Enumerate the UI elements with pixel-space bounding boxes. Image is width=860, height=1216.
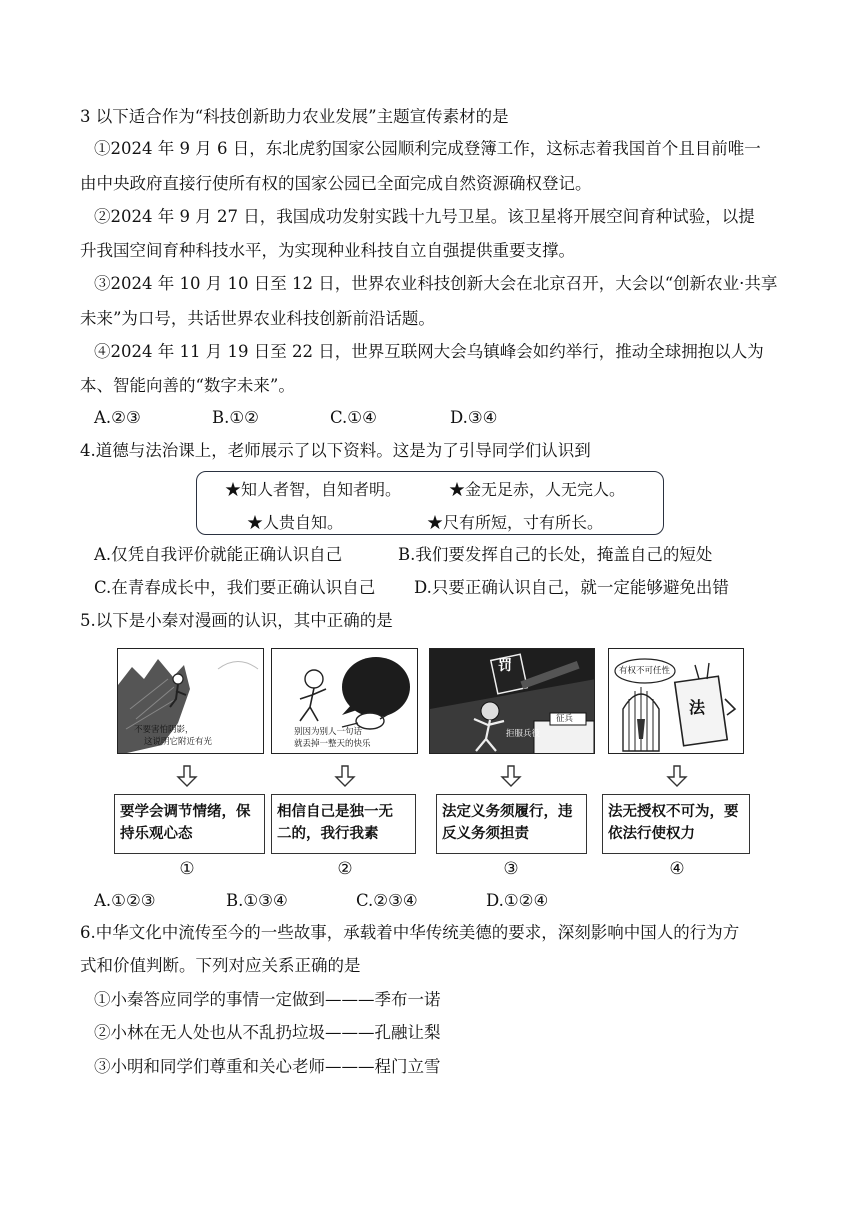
q3-item-2-line-1: ②2024 年 9 月 27 日，我国成功发射实践十九号卫星。该卫星将开展空间育种试验，以提 xyxy=(94,207,755,226)
comic-3-refuse-caption: 拒服兵役 xyxy=(506,729,541,739)
comic-4-drawing xyxy=(609,649,744,754)
q5-option-d: D.①②④ xyxy=(486,891,549,910)
comic-1-caption-1: 不要害怕阴影， xyxy=(134,725,194,735)
q5-option-a: A.①②③ xyxy=(94,891,156,910)
comic-panel-1 xyxy=(117,648,264,754)
q6-stem-line-1: 6.中华文化中流传至今的一些故事，承载着中华传统美德的要求，深刻影响中国人的行为方 xyxy=(80,923,740,942)
q6-stem-line-2: 式和价值判断。下列对应关系正确的是 xyxy=(80,956,361,975)
comic-panel-4 xyxy=(608,648,744,754)
comic-card-2-line-2: 二的，我行我素 xyxy=(277,826,379,842)
comic-3-conscription-sign: 征兵 xyxy=(556,714,574,724)
comic-4-law-book-title: 法 xyxy=(689,698,706,717)
comic-number-4: ④ xyxy=(669,859,685,879)
comic-3-fine-sign: 罚 xyxy=(498,658,512,674)
q3-option-a: A.②③ xyxy=(94,408,141,427)
comic-card-4 xyxy=(602,794,750,854)
q3-item-4-line-1: ④2024 年 11 月 19 日至 22 日，世界互联网大会乌镇峰会如约举行，推动全球拥抱以人为 xyxy=(94,342,764,361)
q4-option-b: B.我们要发挥自己的长处，掩盖自己的短处 xyxy=(398,545,713,564)
comic-card-2 xyxy=(271,794,416,854)
q3-item-1-line-2: 由中央政府直接行使所有权的国家公园已全面完成自然资源确权登记。 xyxy=(80,174,592,193)
comic-card-1 xyxy=(114,794,265,854)
q4-option-a: A.仅凭自我评价就能正确认识自己 xyxy=(94,545,343,564)
q6-item-2: ②小林在无人处也从不乱扔垃圾———孔融让梨 xyxy=(94,1023,441,1042)
q6-item-1: ①小秦答应同学的事情一定做到———季布一诺 xyxy=(94,990,441,1009)
q3-item-3-line-1: ③2024 年 10 月 10 日至 12 日，世界农业科技创新大会在北京召开，大会以“创新农业·共享 xyxy=(94,274,778,293)
comic-2-caption-2: 就丢掉一整天的快乐 xyxy=(294,739,371,749)
quote-2: ★金无足赤，人无完人。 xyxy=(449,480,626,499)
q3-item-2-line-2: 升我国空间育种科技水平，为实现种业科技自立自强提供重要支撑。 xyxy=(80,241,575,260)
quote-1: ★知人者智，自知者明。 xyxy=(225,480,402,499)
comic-card-3-line-1: 法定义务须履行，违 xyxy=(442,804,573,820)
q3-item-3-line-2: 未来”为口号，共话世界农业科技创新前沿话题。 xyxy=(80,309,435,328)
arrow-down-icon xyxy=(666,765,688,787)
comic-card-2-line-1: 相信自己是独一无 xyxy=(277,804,393,820)
q6-item-3: ③小明和同学们尊重和关心老师———程门立雪 xyxy=(94,1057,441,1076)
comic-card-1-line-1: 要学会调节情绪，保 xyxy=(120,804,251,820)
q4-stem: 4.道德与法治课上，老师展示了以下资料。这是为了引导同学们认识到 xyxy=(80,441,591,460)
q4-option-d: D.只要正确认识自己，就一定能够避免出错 xyxy=(414,578,729,597)
comic-card-1-line-2: 持乐观心态 xyxy=(120,826,193,842)
comic-card-4-line-2: 依法行使权力 xyxy=(608,826,695,842)
q3-option-d: D.③④ xyxy=(450,408,498,427)
comic-card-3-line-2: 反义务须担责 xyxy=(442,826,529,842)
comic-panel-3 xyxy=(429,648,595,754)
comic-number-2: ② xyxy=(337,859,353,879)
q4-option-c: C.在青春成长中，我们要正确认识自己 xyxy=(94,578,376,597)
q5-stem: 5.以下是小秦对漫画的认识，其中正确的是 xyxy=(80,611,393,630)
comic-number-1: ① xyxy=(179,859,195,879)
quote-4: ★尺有所短，寸有所长。 xyxy=(427,513,604,532)
q3-option-c: C.①④ xyxy=(330,408,377,427)
comic-1-caption-2: 这说明它附近有光 xyxy=(144,737,213,747)
comic-card-3 xyxy=(436,794,587,854)
comic-panel-2 xyxy=(271,648,418,754)
comic-2-caption-1: 别因为别人一句话 xyxy=(294,727,363,737)
arrow-down-icon xyxy=(500,765,522,787)
q3-item-1-line-1: ①2024 年 9 月 6 日，东北虎豹国家公园顺利完成登簿工作，这标志着我国首个且目前唯一 xyxy=(94,139,761,158)
comic-4-speech: 有权不可任性 xyxy=(619,666,671,676)
quote-3: ★人贵自知。 xyxy=(247,513,344,532)
q3-stem: 3 以下适合作为“科技创新助力农业发展”主题宣传素材的是 xyxy=(80,107,509,126)
q3-option-b: B.①② xyxy=(212,408,259,427)
quote-box xyxy=(196,471,664,535)
arrow-down-icon xyxy=(334,765,356,787)
q3-item-4-line-2: 本、智能向善的“数字未来”。 xyxy=(80,376,295,395)
q5-option-b: B.①③④ xyxy=(226,891,288,910)
comic-card-4-line-1: 法无授权不可为，要 xyxy=(608,804,739,820)
arrow-down-icon xyxy=(176,765,198,787)
q5-option-c: C.②③④ xyxy=(356,891,418,910)
comic-number-3: ③ xyxy=(503,859,519,879)
